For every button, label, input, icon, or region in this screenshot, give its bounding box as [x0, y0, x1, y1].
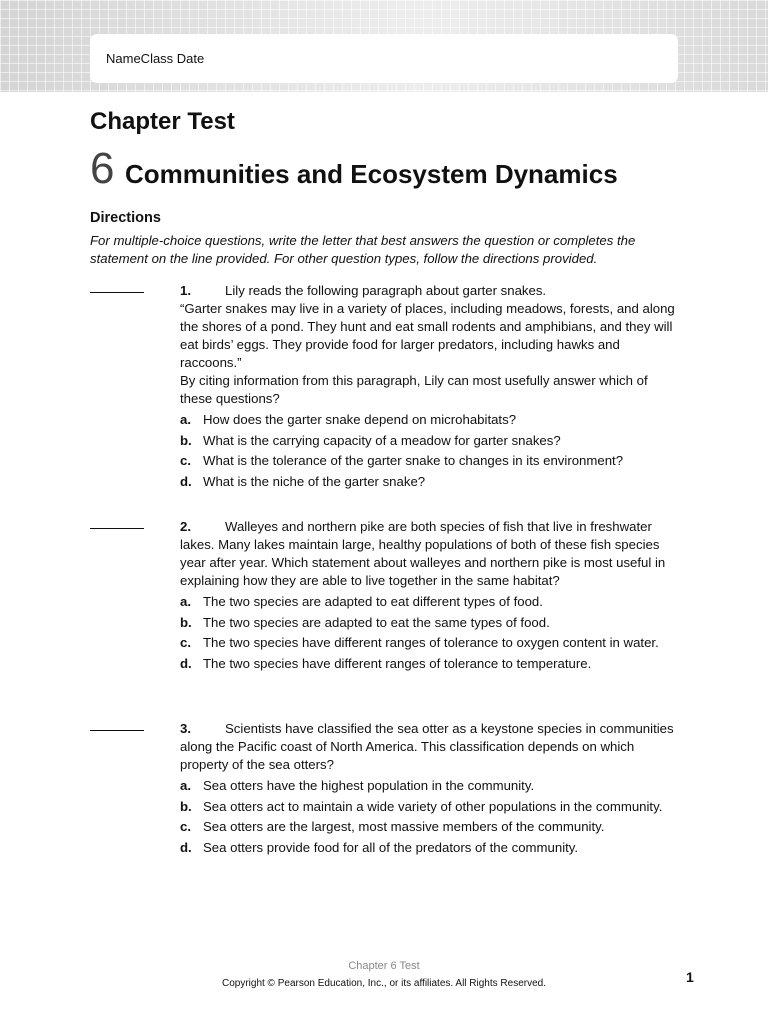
question-body [180, 518, 680, 675]
choice-text: What is the tolerance of the garter snake to changes in its environment? [203, 453, 624, 469]
choice-text: The two species are adapted to eat different types of food. [203, 594, 543, 609]
choice-a [180, 411, 680, 429]
question-number: 1. [180, 283, 191, 298]
choice-text: Sea otters have the highest population in the community. [203, 778, 535, 793]
choice-c [180, 452, 680, 470]
choice-d [180, 655, 680, 673]
choice-letter: d. [180, 473, 192, 489]
choice-c [180, 818, 680, 836]
choice-letter: a. [180, 594, 191, 609]
chapter-test-heading: Chapter Test [90, 108, 235, 135]
choice-text: What is the carrying capacity of a meadow for garter snakes? [203, 432, 561, 448]
footer-copyright: Copyright © Pearson Education, Inc., or its affiliates. All Rights Reserved. [221, 978, 546, 989]
choice-text: The two species have different ranges of tolerance to oxygen content in water. [203, 635, 659, 651]
name-class-date-field: NameClass Date [90, 34, 678, 83]
chapter-title-row [90, 144, 618, 194]
choice-list [180, 411, 680, 491]
choice-list [180, 593, 680, 673]
choice-text: Sea otters provide food for all of the predators of the community. [203, 839, 579, 855]
chapter-title: Communities and Ecosystem Dynamics [124, 159, 618, 189]
chapter-number: 6 [90, 144, 115, 193]
choice-d [180, 473, 680, 491]
question-lead: Walleyes and northern pike are both species of fish that live in freshwater lakes. Many lakes maintain large, healthy populations of both of these fish species year after year. Which statement about walleyes and northern pike is most useful in explaining how they are able to live together in the same habitat? [180, 519, 666, 588]
question-number: 3. [180, 721, 191, 736]
choice-letter: b. [180, 798, 192, 814]
choice-a [180, 777, 680, 795]
choice-letter: d. [180, 655, 192, 671]
question-body [180, 282, 680, 493]
choice-d [180, 839, 680, 857]
question-body [180, 720, 680, 859]
question-lead: Scientists have classified the sea otter as a keystone species in communities along the Pacific coast of North America. This classification depends on which property of the sea otters? [180, 721, 674, 772]
page-number: 1 [686, 969, 694, 985]
choice-b [180, 432, 680, 450]
choice-c [180, 634, 680, 652]
choice-text: Sea otters act to maintain a wide variety of other populations in the community. [203, 798, 663, 814]
choice-letter: a. [180, 778, 191, 793]
question-lead: Lily reads the following paragraph about garter snakes. [225, 283, 547, 298]
choice-text: The two species have different ranges of tolerance to temperature. [203, 655, 592, 671]
question-number: 2. [180, 519, 191, 534]
question-prompt: By citing information from this paragraph, Lily can most usefully answer which of these questions? [180, 373, 648, 406]
answer-blank[interactable] [90, 528, 144, 529]
choice-text: Sea otters are the largest, most massive members of the community. [203, 819, 605, 835]
choice-letter: a. [180, 412, 191, 427]
question-quote: “Garter snakes may live in a variety of places, including meadows, forests, and along the shores of a pond. They hunt and eat small rodents and amphibians, and they will eat birds’ eggs. They provide food for larger predators, including hawks and raccoons.” [180, 301, 675, 370]
choice-list [180, 777, 680, 857]
choice-b [180, 798, 680, 816]
choice-b [180, 614, 680, 632]
choice-text: The two species are adapted to eat the same types of food. [203, 614, 550, 630]
choice-letter: b. [180, 614, 192, 630]
choice-letter: c. [180, 635, 191, 651]
choice-letter: c. [180, 453, 191, 469]
choice-text: How does the garter snake depend on microhabitats? [203, 412, 517, 427]
footer-test-label: Chapter 6 Test [348, 960, 420, 972]
header-banner [0, 0, 768, 92]
choice-text: What is the niche of the garter snake? [203, 473, 426, 489]
choice-letter: d. [180, 839, 192, 855]
choice-letter: c. [180, 819, 191, 835]
choice-a [180, 593, 680, 611]
answer-blank[interactable] [90, 730, 144, 731]
directions-text: For multiple-choice questions, write the letter that best answers the question or completes the statement on the line provided. For other question types, follow the directions provided. [90, 233, 636, 266]
answer-blank[interactable] [90, 292, 144, 293]
directions-heading: Directions [90, 210, 161, 226]
choice-letter: b. [180, 432, 192, 448]
